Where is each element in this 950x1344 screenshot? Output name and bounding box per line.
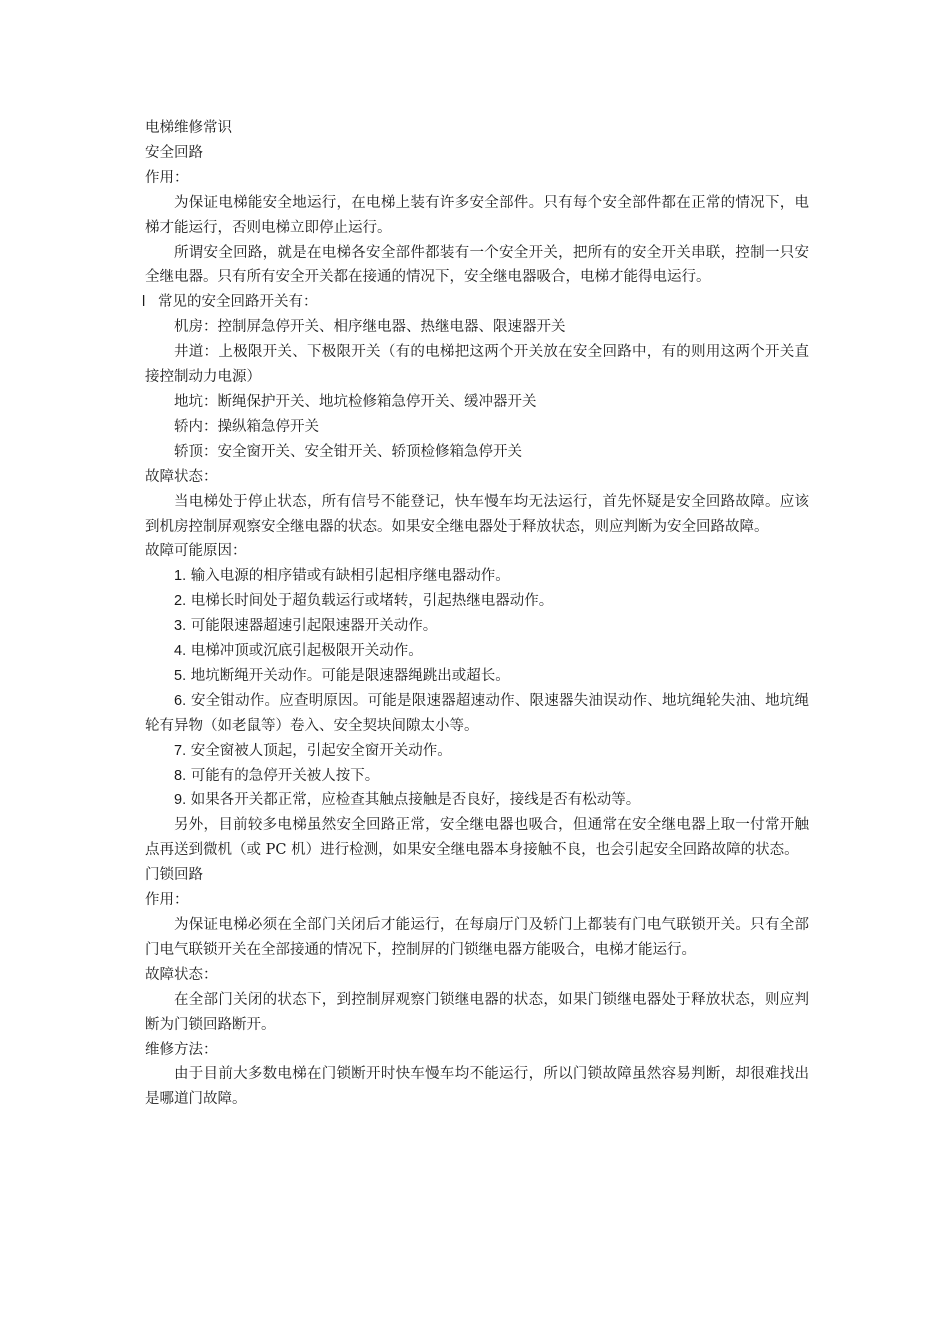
switch-item: 轿内：操纵箱急停开关	[174, 418, 319, 435]
switch-item: 机房：控制屏急停开关、相序继电器、热继电器、限速器开关	[174, 319, 566, 336]
cause-item	[145, 614, 809, 639]
purpose-label: 作用：	[145, 169, 189, 186]
document-title: 电梯维修常识	[145, 120, 232, 136]
cause-number: 2.	[174, 593, 187, 610]
cause-text: 电梯冲顶或沉底引起极限开关动作。	[190, 643, 423, 660]
cause-number: 9.	[174, 792, 187, 809]
door-lock-purpose-paragraph: 为保证电梯必须在全部门关闭后才能运行，在每扇厅门及轿门上都装有门电气联锁开关。只有全部门电气联锁开关在全部接通的情况下，控制屏的门锁继电器方能吸合，电梯才能运行。	[145, 917, 809, 958]
switch-item: 井道：上极限开关、下极限开关（有的电梯把这两个开关放在安全回路中，有的则用这两个开关直接控制动力电源）	[145, 344, 809, 386]
common-switches-text: 常见的安全回路开关有：	[158, 294, 318, 311]
purpose-paragraph-2: 所谓安全回路，就是在电梯各安全部件都装有一个安全开关，把所有的安全开关串联，控制一只安全继电器。只有所有安全开关都在接通的情况下，安全继电器吸合，电梯才能得电运行。	[145, 244, 809, 286]
common-switches-label	[142, 290, 809, 315]
document-page	[142, 116, 810, 1112]
cause-number: 8.	[174, 767, 187, 784]
purpose-label: 作用：	[145, 892, 189, 909]
cause-text: 安全钳动作。应查明原因。可能是限速器超速动作、限速器失油误动作、地坑绳轮失油、地坑绳轮有异物（如老鼠等）卷入、安全契块间隙太小等。	[145, 692, 810, 734]
cause-text: 地坑断绳开关动作。可能是限速器绳跳出或超长。	[190, 667, 510, 684]
switch-item: 轿顶：安全窗开关、安全钳开关、轿顶检修箱急停开关	[174, 443, 522, 460]
cause-number: 1.	[174, 568, 187, 585]
switch-item: 地坑：断绳保护开关、地坑检修箱急停开关、缓冲器开关	[174, 393, 537, 410]
cause-item	[145, 739, 809, 764]
section-heading-safety-circuit: 安全回路	[145, 144, 203, 161]
cause-number: 7.	[174, 742, 187, 759]
possible-causes-label: 故障可能原因：	[145, 543, 247, 560]
cause-text: 安全窗被人顶起，引起安全窗开关动作。	[190, 742, 452, 759]
cause-text: 输入电源的相序错或有缺相引起相序继电器动作。	[190, 568, 510, 585]
cause-number: 3.	[174, 618, 187, 635]
cause-text: 电梯长时间处于超负载运行或堵转，引起热继电器动作。	[190, 593, 554, 610]
repair-method-label: 维修方法：	[145, 1041, 218, 1058]
cause-item	[145, 689, 809, 739]
cause-item	[145, 788, 809, 813]
fault-status-label: 故障状态：	[145, 468, 218, 485]
fault-status-paragraph: 当电梯处于停止状态，所有信号不能登记，快车慢车均无法运行，首先怀疑是安全回路故障。应该到机房控制屏观察安全继电器的状态。如果安全继电器处于释放状态，则应判断为安全回路故障。	[145, 493, 809, 535]
cause-item	[145, 639, 809, 664]
cause-item	[145, 664, 809, 689]
door-lock-fault-paragraph: 在全部门关闭的状态下，到控制屏观察门锁继电器的状态，如果门锁继电器处于释放状态，则应判断为门锁回路断开。	[145, 991, 809, 1033]
cause-item	[145, 589, 809, 614]
fault-status-label: 故障状态：	[145, 966, 218, 983]
cause-text: 如果各开关都正常，应检查其触点接触是否良好，接线是否有松动等。	[190, 792, 641, 809]
cause-number: 4.	[174, 643, 187, 660]
cause-text: 可能限速器超速引起限速器开关动作。	[190, 618, 438, 635]
cause-item	[145, 564, 809, 589]
additional-note-paragraph: 另外，目前较多电梯虽然安全回路正常，安全继电器也吸合，但通常在安全继电器上取一付常开触点再送到微机（或 PC 机）进行检测，如果安全继电器本身接触不良，也会引起安全回路故障的状态。	[145, 817, 809, 859]
cause-item	[145, 764, 809, 789]
repair-method-paragraph: 由于目前大多数电梯在门锁断开时快车慢车均不能运行，所以门锁故障虽然容易判断，却很难找出是哪道门故障。	[145, 1066, 809, 1108]
cause-text: 可能有的急停开关被人按下。	[190, 767, 380, 784]
bullet-icon: l	[142, 294, 146, 311]
purpose-paragraph-1: 为保证电梯能安全地运行，在电梯上装有许多安全部件。只有每个安全部件都在正常的情况下，电梯才能运行，否则电梯立即停止运行。	[145, 194, 809, 236]
cause-number: 5.	[174, 667, 187, 684]
cause-number: 6.	[174, 692, 187, 709]
section-heading-door-lock-circuit: 门锁回路	[145, 867, 203, 884]
